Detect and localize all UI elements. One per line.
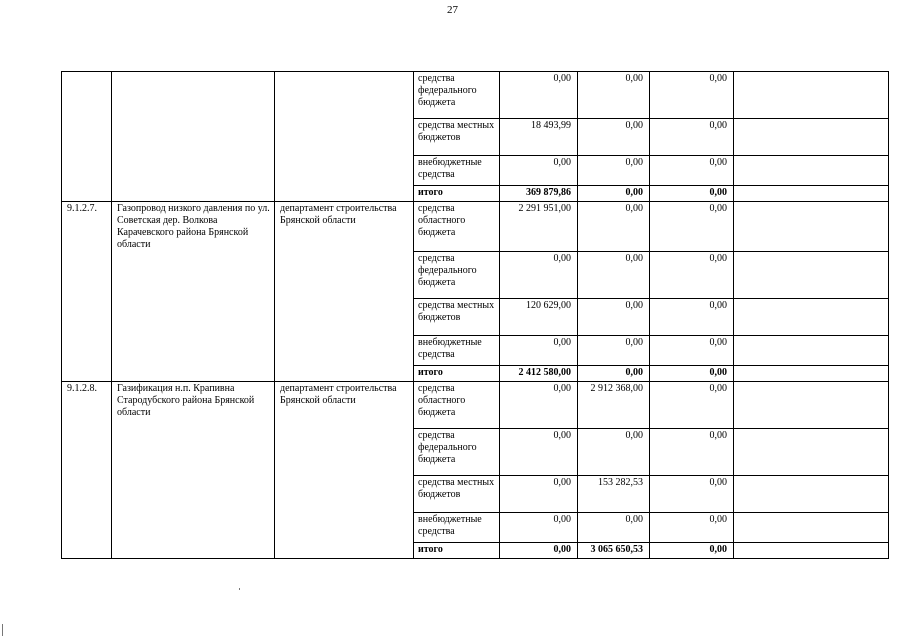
extra-cell [734,119,889,156]
extra-cell [734,72,889,119]
value-cell-2: 0,00 [578,156,650,186]
value-cell-2: 2 912 368,00 [578,382,650,429]
extra-cell [734,513,889,543]
value-cell-1: 2 412 580,00 [500,366,578,382]
value-cell-2: 153 282,53 [578,476,650,513]
scan-dot [2,624,3,636]
table-row [62,72,889,119]
value-cell-3: 0,00 [650,366,734,382]
page-number: 27 [447,4,458,16]
code-cell [62,72,112,202]
value-cell-2: 0,00 [578,252,650,299]
source-cell: итого [414,186,500,202]
value-cell-3: 0,00 [650,513,734,543]
extra-cell [734,252,889,299]
extra-cell [734,186,889,202]
executor-cell [275,72,414,202]
source-cell: итого [414,543,500,559]
value-cell-1: 0,00 [500,252,578,299]
value-cell-1: 0,00 [500,513,578,543]
value-cell-2: 0,00 [578,186,650,202]
value-cell-2: 0,00 [578,299,650,336]
value-cell-2: 0,00 [578,429,650,476]
value-cell-1: 0,00 [500,476,578,513]
value-cell-2: 0,00 [578,119,650,156]
value-cell-1: 0,00 [500,429,578,476]
value-cell-3: 0,00 [650,186,734,202]
value-cell-2: 0,00 [578,202,650,252]
source-cell: средства федерального бюджета [414,72,500,119]
value-cell-1: 0,00 [500,156,578,186]
value-cell-3: 0,00 [650,202,734,252]
executor-cell: департамент строительства Брянской области [275,202,414,382]
source-cell: средства местных бюджетов [414,119,500,156]
source-cell: средства федерального бюджета [414,429,500,476]
source-cell: внебюджетные средства [414,336,500,366]
executor-cell: департамент строительства Брянской области [275,382,414,559]
table-row [62,382,889,429]
value-cell-2: 0,00 [578,513,650,543]
value-cell-1: 0,00 [500,72,578,119]
value-cell-2: 0,00 [578,72,650,119]
extra-cell [734,336,889,366]
source-cell: средства местных бюджетов [414,299,500,336]
value-cell-3: 0,00 [650,119,734,156]
value-cell-3: 0,00 [650,252,734,299]
extra-cell [734,476,889,513]
budget-table [61,71,889,559]
scan-dot [239,588,240,590]
value-cell-1: 120 629,00 [500,299,578,336]
value-cell-3: 0,00 [650,543,734,559]
value-cell-1: 2 291 951,00 [500,202,578,252]
value-cell-3: 0,00 [650,156,734,186]
code-cell: 9.1.2.8. [62,382,112,559]
source-cell: средства областного бюджета [414,382,500,429]
value-cell-2: 0,00 [578,366,650,382]
code-cell: 9.1.2.7. [62,202,112,382]
extra-cell [734,156,889,186]
source-cell: внебюджетные средства [414,156,500,186]
value-cell-3: 0,00 [650,72,734,119]
value-cell-1: 0,00 [500,336,578,366]
value-cell-2: 0,00 [578,336,650,366]
source-cell: итого [414,366,500,382]
value-cell-2: 3 065 650,53 [578,543,650,559]
name-cell: Газопровод низкого давления по ул. Советская дер. Волкова Карачевского района Брянской области [112,202,275,382]
value-cell-3: 0,00 [650,336,734,366]
source-cell: средства местных бюджетов [414,476,500,513]
table-row [62,202,889,252]
extra-cell [734,299,889,336]
value-cell-1: 369 879,86 [500,186,578,202]
extra-cell [734,366,889,382]
value-cell-1: 0,00 [500,382,578,429]
value-cell-3: 0,00 [650,299,734,336]
extra-cell [734,429,889,476]
value-cell-1: 18 493,99 [500,119,578,156]
value-cell-1: 0,00 [500,543,578,559]
extra-cell [734,382,889,429]
source-cell: средства областного бюджета [414,202,500,252]
name-cell: Газификация н.п. Крапивна Стародубского района Брянской области [112,382,275,559]
name-cell [112,72,275,202]
source-cell: внебюджетные средства [414,513,500,543]
value-cell-3: 0,00 [650,382,734,429]
extra-cell [734,543,889,559]
value-cell-3: 0,00 [650,476,734,513]
extra-cell [734,202,889,252]
value-cell-3: 0,00 [650,429,734,476]
source-cell: средства федерального бюджета [414,252,500,299]
